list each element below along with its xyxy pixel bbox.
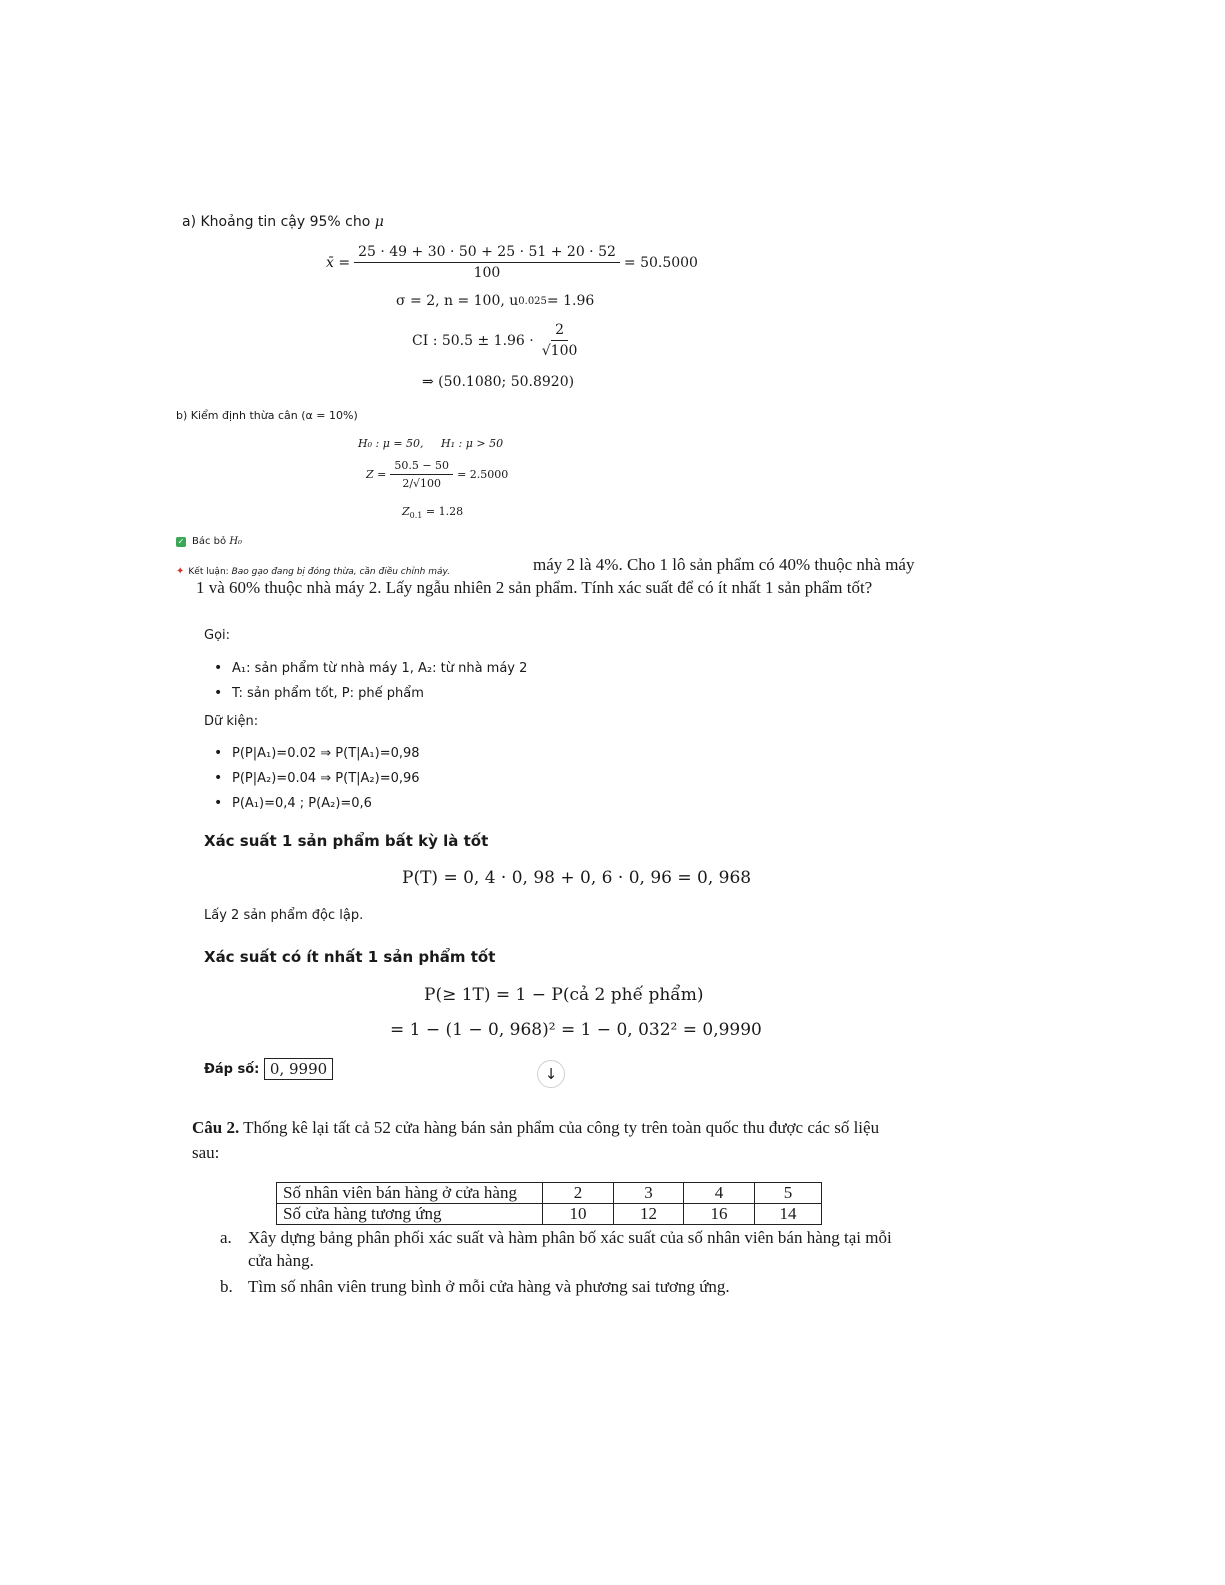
ci-result: ⇒ (50.1080; 50.8920): [422, 374, 575, 390]
table-cell: 12: [614, 1204, 684, 1225]
stats-table: [276, 1182, 822, 1225]
problem1-line1: máy 2 là 4%. Cho 1 lô sản phẩm có 40% thuộc nhà máy: [533, 555, 915, 574]
problem2-line2: sau:: [192, 1143, 220, 1162]
table-cell: Số nhân viên bán hàng ở cửa hàng: [277, 1183, 543, 1204]
part-b-heading: b) Kiểm định thừa cân (α = 10%): [176, 409, 358, 422]
xbar-formula: x̄ = $\frac{25 \cdot 49 + 30 \cdot 50 + 25 \cdot 51 + 20 \cdot 52}{100}$ = 50.5000: [326, 244, 698, 281]
z-critical: $Z_{0.1} = 1.28$: [402, 505, 464, 521]
z-formula: Z = $\frac{50.5 - 50}{2/√100}$ = 2.5000: [366, 459, 509, 490]
table-cell: 16: [684, 1204, 755, 1225]
list-item: • A₁: sản phẩm từ nhà máy 1, A₂: từ nhà máy 2: [204, 656, 527, 681]
table-cell: 4: [684, 1183, 755, 1204]
table-cell: 2: [543, 1183, 614, 1204]
hypotheses: H₀ : μ = 50, H₁ : μ > 50: [358, 437, 504, 450]
ci-formula: CI : 50.5 ± 1.96 · $\frac{2}{√100}$: [412, 322, 578, 359]
list-item: • P(P|A₁)=0.02 ⇒ P(T|A₁)=0,98: [204, 741, 420, 766]
du-kien-list: [204, 741, 420, 816]
scroll-down-icon[interactable]: ↓: [537, 1060, 565, 1088]
independent-note: Lấy 2 sản phẩm độc lập.: [204, 908, 364, 923]
check-icon: ✓: [177, 536, 185, 546]
list-item: • T: sản phẩm tốt, P: phế phẩm: [204, 681, 527, 706]
list-item: a. Xây dựng bảng phân phối xác suất và hàm phân bố xác suất của số nhân viên bán hàng tại mỗi cửa hàng.: [220, 1228, 892, 1270]
answer-line: Đáp số: 0, 9990: [204, 1058, 333, 1080]
problem1-line2: 1 và 60% thuộc nhà máy 2. Lấy ngẫu nhiên 2 sản phẩm. Tính xác suất để có ít nhất 1 sản phẩm tốt?: [196, 578, 873, 597]
section-heading-1: Xác suất 1 sản phẩm bất kỳ là tốt: [204, 832, 489, 850]
problem2-items: [220, 1226, 940, 1298]
problem2-line1: Câu 2. Thống kê lại tất cả 52 cửa hàng bán sản phẩm của công ty trên toàn quốc thu được các số liệu: [192, 1118, 880, 1137]
list-item: • P(A₁)=0,4 ; P(A₂)=0,6: [204, 791, 420, 816]
table-cell: 5: [755, 1183, 822, 1204]
table-cell: 3: [614, 1183, 684, 1204]
list-item: • P(P|A₂)=0.04 ⇒ P(T|A₂)=0,96: [204, 766, 420, 791]
section-heading-2: Xác suất có ít nhất 1 sản phẩm tốt: [204, 948, 496, 966]
du-kien-label: Dữ kiện:: [204, 714, 259, 729]
equation-at-least-one: P(≥ 1T) = 1 − P(cả 2 phế phẩm): [424, 985, 704, 1005]
table-cell: 14: [755, 1204, 822, 1225]
part-a-heading: a) Khoảng tin cậy 95% cho μ: [182, 214, 384, 230]
equation-result: = 1 − (1 − 0, 968)² = 1 − 0, 032² = 0,9990: [390, 1020, 762, 1040]
table-cell: Số cửa hàng tương ứng: [277, 1204, 543, 1225]
goi-label: Gọi:: [204, 628, 231, 643]
answer-box: 0, 9990: [264, 1058, 333, 1080]
reject-line: ✓ Bác bỏ H₀: [177, 536, 243, 547]
goi-list: [204, 656, 527, 706]
table-row: [277, 1204, 822, 1225]
table-row: [277, 1183, 822, 1204]
params-line: σ = 2, n = 100, u 0.025 = 1.96: [396, 293, 595, 309]
pin-icon: ✦: [176, 566, 185, 577]
list-item: b. Tìm số nhân viên trung bình ở mỗi cửa hàng và phương sai tương ứng.: [220, 1277, 730, 1296]
conclusion-line: ✦ Kết luận: Bao gạo đang bị đóng thừa, cần điều chỉnh máy.: [176, 566, 451, 577]
table-cell: 10: [543, 1204, 614, 1225]
equation-pt: P(T) = 0, 4 · 0, 98 + 0, 6 · 0, 96 = 0, 968: [402, 868, 752, 888]
